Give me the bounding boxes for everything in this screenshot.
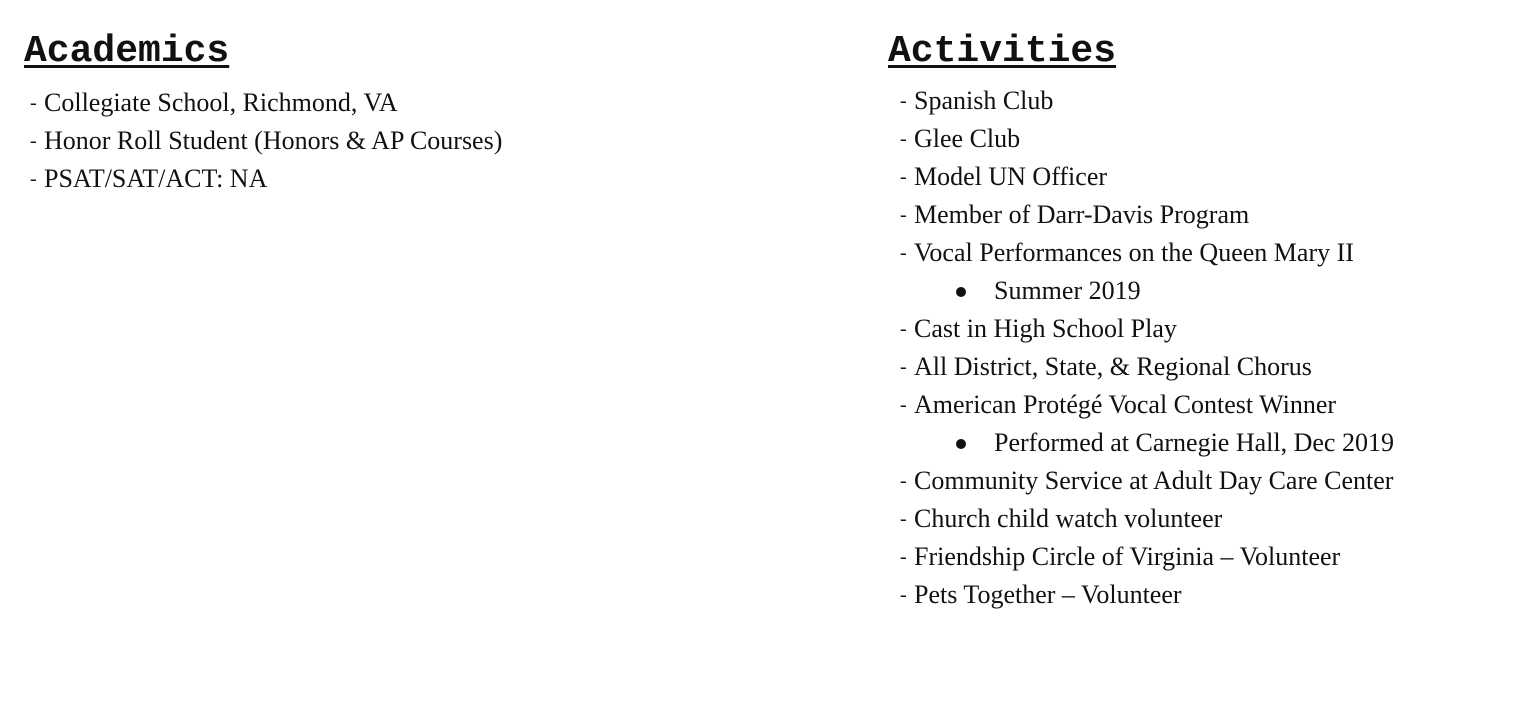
list-item-text: PSAT/SAT/ACT: NA (44, 164, 268, 193)
list-item (900, 310, 1508, 348)
dash-marker: - (30, 130, 37, 152)
academics-list (24, 84, 844, 198)
sub-list-item-text: Summer 2019 (994, 276, 1141, 305)
list-item (900, 158, 1508, 196)
academics-heading: Academics (24, 30, 230, 73)
list-item-text: Community Service at Adult Day Care Center (914, 466, 1394, 495)
sub-list-container (900, 272, 1508, 310)
sub-list (900, 424, 1508, 462)
bullet-icon (956, 287, 966, 297)
list-item-text: All District, State, & Regional Chorus (914, 352, 1312, 381)
sub-list-item (900, 424, 1508, 462)
list-item (900, 348, 1508, 386)
list-item-text: Pets Together – Volunteer (914, 580, 1182, 609)
list-item-text: Church child watch volunteer (914, 504, 1223, 533)
dash-marker: - (900, 584, 907, 606)
sub-list-container (900, 424, 1508, 462)
sub-list (900, 272, 1508, 310)
dash-marker: - (900, 242, 907, 264)
list-item-text: Friendship Circle of Virginia – Volunteer (914, 542, 1341, 571)
list-item (900, 234, 1508, 272)
dash-marker: - (900, 508, 907, 530)
list-item-text: Member of Darr-Davis Program (914, 200, 1250, 229)
activities-heading: Activities (888, 30, 1117, 73)
list-item (900, 196, 1508, 234)
list-item-text: Honor Roll Student (Honors & AP Courses) (44, 126, 503, 155)
dash-marker: - (900, 90, 907, 112)
sub-list-item-text: Performed at Carnegie Hall, Dec 2019 (994, 428, 1394, 457)
bullet-icon (956, 439, 966, 449)
list-item (900, 500, 1508, 538)
list-item-text: Spanish Club (914, 86, 1054, 115)
activities-list (888, 82, 1508, 614)
dash-marker: - (900, 356, 907, 378)
dash-marker: - (900, 128, 907, 150)
list-item (30, 160, 844, 198)
dash-marker: - (900, 394, 907, 416)
sub-list-item (900, 272, 1508, 310)
dash-marker: - (30, 168, 37, 190)
dash-marker: - (900, 204, 907, 226)
dash-marker: - (900, 470, 907, 492)
list-item (900, 120, 1508, 158)
list-item (30, 122, 844, 160)
list-item (900, 386, 1508, 424)
list-item (900, 538, 1508, 576)
dash-marker: - (900, 546, 907, 568)
dash-marker: - (30, 92, 37, 114)
list-item-text: Collegiate School, Richmond, VA (44, 88, 398, 117)
list-item-text: American Protégé Vocal Contest Winner (914, 390, 1337, 419)
list-item (900, 576, 1508, 614)
list-item-text: Model UN Officer (914, 162, 1108, 191)
list-item-text: Cast in High School Play (914, 314, 1177, 343)
dash-marker: - (900, 166, 907, 188)
list-item (900, 82, 1508, 120)
list-item-text: Vocal Performances on the Queen Mary II (914, 238, 1354, 267)
academics-section (24, 28, 844, 198)
list-item-text: Glee Club (914, 124, 1021, 153)
list-item (30, 84, 844, 122)
list-item (900, 462, 1508, 500)
activities-section (888, 28, 1508, 614)
dash-marker: - (900, 318, 907, 340)
